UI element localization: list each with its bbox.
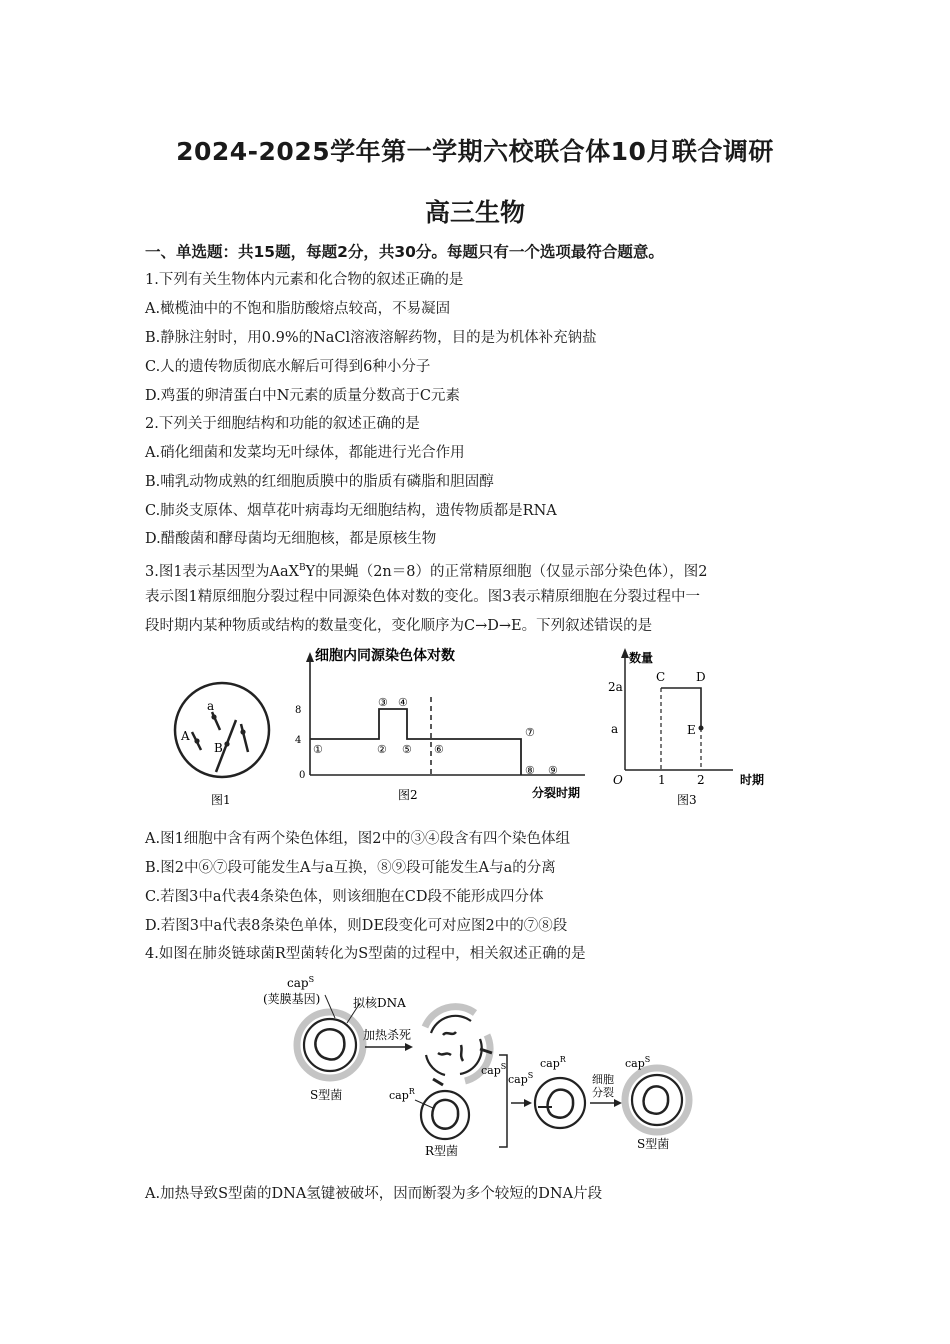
y-tick-8: 8 (295, 705, 302, 716)
q1-option-b: B.静脉注射时，用0.9%的NaCl溶液溶解药物，目的是为机体补充钠盐 (145, 330, 597, 346)
q1-option-c: C.人的遗传物质彻底水解后可得到6种小分子 (145, 359, 431, 375)
figure-1-caption: 图1 (211, 793, 231, 807)
r-nucleoid-dna (432, 1100, 458, 1129)
mark-1: ① (313, 743, 323, 756)
y-tick-0: 0 (299, 770, 306, 781)
transformed-nucleoid (548, 1090, 574, 1118)
result-nucleoid (644, 1086, 669, 1113)
y-tick-a: a (611, 722, 619, 736)
dna-fragment-3 (438, 1053, 451, 1055)
point-D-label: D (696, 670, 706, 684)
section-heading: 一、单选题：共15题，每题2分，共30分。每题只有一个选项最符合题意。 (145, 243, 664, 261)
x-axis-title: 时期 (740, 773, 765, 787)
q3-figure-2 (285, 642, 595, 807)
q1-option-d: D.鸡蛋的卵清蛋白中N元素的质量分数高于C元素 (145, 388, 460, 404)
division-label-2: 分裂 (592, 1086, 614, 1099)
q2-stem: 2.下列关于细胞结构和功能的叙述正确的是 (145, 416, 420, 432)
cap-s-inserted-label: cap$^S$ (508, 1071, 534, 1086)
s-nucleoid-dna (315, 1029, 344, 1059)
nucleoid-label: 拟核DNA (353, 996, 406, 1010)
division-label-1: 细胞 (592, 1073, 614, 1086)
q3-option-b: B.图2中⑥⑦段可能发生A与a互换，⑧⑨段可能发生A与a的分离 (145, 860, 556, 876)
q3-option-a: A.图1细胞中含有两个染色体组，图2中的③④段含有四个染色体组 (145, 831, 571, 847)
q2-option-b: B.哺乳动物成熟的红细胞质膜中的脂质有磷脂和胆固醇 (145, 474, 494, 490)
q2-option-d: D.醋酸菌和酵母菌均无细胞核，都是原核生物 (145, 531, 437, 547)
pointer-cap-r (415, 1100, 433, 1108)
q3-figure-1 (170, 680, 280, 810)
capsule-gene-label: (荚膜基因) (263, 992, 321, 1006)
broken-cell-3 (426, 1055, 445, 1075)
figure-2-caption: 图2 (398, 788, 418, 802)
y-tick-2a: 2a (608, 680, 623, 694)
cap-s-result-label: cap$^S$ (625, 1055, 651, 1070)
result-capsule (625, 1068, 689, 1132)
centromere-a (211, 714, 216, 719)
q3-option-d: D.若图3中a代表8条染色单体，则DE段变化可对应图2中的⑦⑧段 (145, 918, 568, 934)
quantity-line (661, 688, 701, 728)
s-type-label-right: S型菌 (637, 1137, 670, 1151)
y-tick-4: 4 (295, 735, 302, 746)
label-A: A (181, 729, 190, 743)
division-arrowhead (614, 1099, 622, 1107)
centromere-Y (240, 729, 245, 734)
cap-s-label: cap$^S$ (287, 975, 315, 990)
q2-option-a: A.硝化细菌和发菜均无叶绿体，都能进行光合作用 (145, 445, 465, 461)
broken-cell-2 (460, 1039, 482, 1074)
mark-6: ⑥ (434, 743, 444, 756)
transformed-cell (535, 1078, 585, 1128)
q4-transformation-figure (255, 975, 695, 1160)
centromere-A (194, 738, 199, 743)
dna-fragment-5 (433, 1079, 443, 1085)
mark-4: ④ (398, 696, 408, 709)
r-cell (421, 1091, 469, 1139)
s-type-label-left: S型菌 (310, 1088, 343, 1102)
q2-option-c: C.肺炎支原体、烟草花叶病毒均无细胞结构，遗传物质都是RNA (145, 503, 557, 519)
heat-label: 加热杀死 (363, 1028, 412, 1042)
mark-3: ③ (378, 696, 388, 709)
dna-fragment-1 (443, 1032, 456, 1035)
q3-option-c: C.若图3中a代表4条染色体，则该细胞在CD段不能形成四分体 (145, 889, 544, 905)
point-E (699, 726, 704, 731)
mark-7: ⑦ (525, 726, 535, 739)
q4-option-a: A.加热导致S型菌的DNA氢键被破坏，因而断裂为多个较短的DNA片段 (145, 1186, 603, 1202)
mark-2: ② (377, 743, 387, 756)
cap-s-fragment-label: cap$^S$ (481, 1062, 507, 1077)
x-tick-1: 1 (658, 773, 666, 787)
figure-3-caption: 图3 (677, 793, 697, 807)
heat-arrowhead (405, 1043, 413, 1051)
label-a: a (207, 699, 215, 713)
result-cell (632, 1075, 682, 1125)
q3-figure-3 (605, 642, 785, 807)
homolog-pairs-line (310, 709, 521, 775)
cap-r-label: cap$^R$ (389, 1087, 415, 1102)
label-B: B (214, 741, 223, 755)
bracket-arrowhead (524, 1099, 532, 1107)
q3-stem-line2: 表示图1精原细胞分裂过程中同源染色体对数的变化。图3表示精原细胞在分裂过程中一 (145, 589, 700, 605)
exam-title: 2024-2025学年第一学期六校联合体10月联合调研 (176, 137, 774, 166)
s-cell (304, 1019, 356, 1071)
mark-8: ⑧ (525, 764, 535, 777)
q3-stem-line1: 3.图1表示基因型为AaX$^B$Y的果蝇（2n＝8）的正常精原细胞（仅显示部分染色体），图2 (145, 563, 708, 580)
mark-9: ⑨ (548, 764, 558, 777)
point-E-label: E (687, 723, 696, 737)
broken-cell-1 (431, 1016, 471, 1033)
q3-stem-line3: 段时期内某种物质或结构的数量变化，变化顺序为C→D→E。下列叙述错误的是 (145, 618, 653, 634)
q4-stem: 4.如图在肺炎链球菌R型菌转化为S型菌的过程中，相关叙述正确的是 (145, 946, 586, 962)
origin-label: O (613, 773, 623, 787)
centromere-B (224, 741, 229, 746)
q1-stem: 1.下列有关生物体内元素和化合物的叙述正确的是 (145, 272, 464, 288)
s-capsule (297, 1012, 363, 1078)
x-tick-2: 2 (697, 773, 705, 787)
point-C-label: C (656, 670, 666, 684)
r-type-label: R型菌 (425, 1144, 459, 1158)
mark-5: ⑤ (402, 743, 412, 756)
y-axis-title: 数量 (629, 651, 654, 665)
y-axis-title: 细胞内同源染色体对数 (315, 648, 455, 664)
cap-r-inserted-label: cap$^R$ (540, 1055, 566, 1070)
q1-option-a: A.橄榄油中的不饱和脂肪酸熔点较高，不易凝固 (145, 301, 451, 317)
chromosome-Y (241, 724, 248, 752)
dna-fragment-2 (461, 1045, 463, 1061)
subject-title: 高三生物 (424, 198, 525, 227)
x-axis-title: 分裂时期 (532, 786, 581, 800)
